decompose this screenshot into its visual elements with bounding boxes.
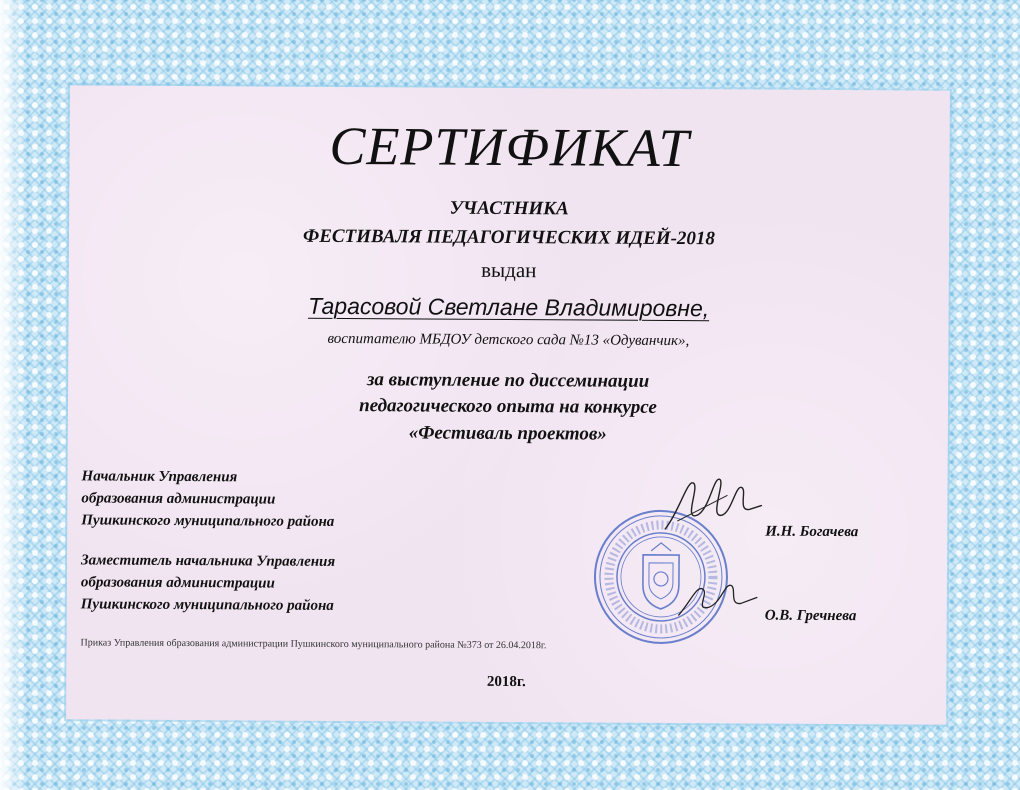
certificate-panel	[66, 85, 950, 724]
reason-line: педагогического опыта на конкурсе	[359, 395, 657, 418]
signature-2	[673, 575, 763, 626]
signatory-title-line: образования администрации	[81, 490, 276, 508]
signatory-title-line: Пушкинского муниципального района	[81, 512, 335, 530]
signature-1	[657, 471, 767, 542]
signatory-name-2: О.В. Гречнева	[764, 607, 857, 625]
signatory-title-line: Пушкинского муниципального района	[80, 596, 334, 614]
signatory-title-line: образования администрации	[80, 574, 275, 592]
reason-line: «Фестиваль проектов»	[408, 422, 607, 445]
signatory-title-line: Начальник Управления	[81, 468, 238, 486]
certificate-subtitle-line1: УЧАСТНИКА	[449, 197, 569, 220]
border-fade	[0, 0, 26, 790]
reason-line: за выступление по диссеминации	[366, 369, 650, 392]
recipient-role: воспитателю МБДОУ детского сада №13 «Одуванчик»,	[327, 330, 690, 350]
signatory-title-line: Заместитель начальника Управления	[80, 552, 336, 570]
issued-word: выдан	[481, 257, 537, 283]
issue-year: 2018г.	[486, 673, 526, 691]
recipient-name	[69, 291, 949, 323]
certificate-title: СЕРТИФИКАТ	[329, 115, 690, 179]
recipient-name-text: Тарасовой Светлане Владимировне,	[307, 292, 710, 322]
order-reference: Приказ Управления образования администрации Пушкинского муниципального района №373 от 26.04.2018г.	[80, 637, 547, 652]
signatory-name-1: И.Н. Богачева	[765, 523, 859, 541]
certificate-subtitle-line2: ФЕСТИВАЛЯ ПЕДАГОГИЧЕСКИХ ИДЕЙ-2018	[303, 225, 716, 250]
